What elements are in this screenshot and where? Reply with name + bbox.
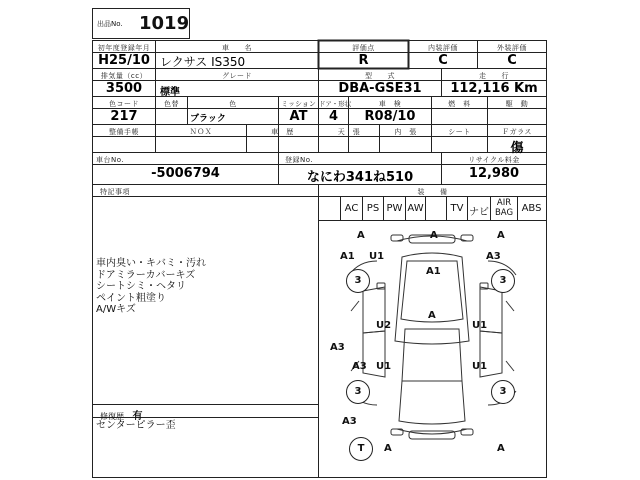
name-label: 車 名 <box>222 44 252 52</box>
model-value: DBA-GSE31 <box>338 81 422 96</box>
seat-label: シート <box>448 128 471 136</box>
mark-left-pillar: A3 <box>330 342 345 353</box>
mark-left-fender: A1 <box>340 251 355 262</box>
mark-left-front-door: U2 <box>376 320 392 331</box>
inspection-value: R08/10 <box>364 109 416 124</box>
mark-rear-bumper-right: A <box>497 443 505 454</box>
car-name: レクサス IS350 <box>160 55 246 69</box>
mileage-value: 112,116 Km <box>450 81 538 96</box>
lot-box <box>93 9 189 39</box>
option-ac: AC <box>344 203 359 214</box>
exterior-label: 外装評価 <box>497 44 527 52</box>
mark-rear-left-tire: T <box>349 437 373 461</box>
mark-roof: A <box>428 310 436 321</box>
year-value: H25/10 <box>98 53 150 68</box>
mark-hood: A1 <box>426 266 441 277</box>
mark-right-front-door: U1 <box>472 320 488 331</box>
equipment-label: 装 備 <box>417 188 448 196</box>
option-abs: ABS <box>521 203 542 214</box>
inspection-label: 車 検 <box>378 100 402 108</box>
chassis-value: -5006794 <box>151 166 220 181</box>
color-label: 色 <box>229 100 237 108</box>
mark-left-quarter: A3 <box>342 416 357 427</box>
roof-label: 天 張 <box>337 128 361 136</box>
mark-left-rear-door-u: U1 <box>376 361 392 372</box>
note-line: 車内臭い・キバミ・汚れ <box>96 258 206 269</box>
mark-front-bumper-right: A <box>497 230 505 241</box>
color-value: ブラック <box>190 114 226 124</box>
interior-value: C <box>438 53 448 68</box>
doors-label: ドア・形状 <box>319 100 352 108</box>
note-line: シートシミ・ヘタリ <box>96 281 186 292</box>
note-line: ドアミラーカバーキズ <box>96 269 196 281</box>
colorcode-value: 217 <box>110 109 138 124</box>
option-navi: ナビ <box>469 207 489 218</box>
model-label: 型 式 <box>365 72 395 80</box>
doors-value: 4 <box>328 109 339 124</box>
mark-front-bumper-left: A <box>357 230 365 241</box>
mark-left-fender-u: U1 <box>369 251 385 262</box>
score-label: 評価点 <box>352 44 375 52</box>
repair-detail: センターピラー歪 <box>96 420 176 431</box>
colorcode-label: 色コード <box>109 100 139 108</box>
option-airbag: AIR BAG <box>494 198 514 218</box>
chassis-label: 車台No. <box>96 156 125 164</box>
repair-label: 修復歴 <box>100 412 124 421</box>
repair-value: 有 <box>132 411 143 422</box>
mark-rear-bumper-left: A <box>384 443 392 454</box>
mark-front-right-wheel: 3 <box>491 269 515 293</box>
notes-label: 特記事項 <box>100 188 130 196</box>
score-value: R <box>358 53 369 68</box>
reg-label: 登録No. <box>285 156 314 164</box>
tint-label: 色替 <box>164 100 179 108</box>
displacement-label: 排気量（cc） <box>100 72 148 80</box>
option-ps: PS <box>366 203 380 214</box>
mark-front-bumper-center: A <box>430 230 438 241</box>
drive-label: 駆 動 <box>505 100 529 108</box>
glass-label: Ｆガラス <box>502 128 532 136</box>
mark-right-rear-door: U1 <box>472 361 488 372</box>
option-pw: PW <box>386 203 403 214</box>
recycle-label: リサイクル料金 <box>468 156 520 164</box>
mileage-label: 走 行 <box>479 72 509 80</box>
displacement-value: 3500 <box>105 81 143 96</box>
manual-label: 整備手帳 <box>109 128 139 136</box>
option-aw: AW <box>407 203 424 214</box>
mark-rear-right-wheel: 3 <box>491 380 515 404</box>
note-line: A/Wキズ <box>96 304 136 315</box>
mark-left-rear-door: A3 <box>352 361 367 372</box>
grade-label: グレード <box>222 72 252 80</box>
fuel-label: 燃 料 <box>448 100 471 108</box>
glass-value: 傷 <box>510 141 524 156</box>
mark-rear-left-wheel: 3 <box>346 380 370 404</box>
mission-value: AT <box>289 109 308 124</box>
interior-trim-label: 内 張 <box>394 128 417 136</box>
grade-value: 標準 <box>160 87 180 98</box>
nox-label: ＮＯＸ <box>189 128 213 136</box>
notes-list <box>96 258 206 316</box>
history-label: 車 歴 <box>271 128 294 136</box>
recycle-value: 12,980 <box>468 166 520 181</box>
mark-front-left-wheel: 3 <box>346 269 370 293</box>
mission-label: ミッション <box>281 100 316 108</box>
lot-label: 出品No. <box>97 20 123 28</box>
interior-label: 内装評価 <box>428 44 458 52</box>
option-tv: TV <box>450 203 464 214</box>
mark-right-fender: A3 <box>486 251 501 262</box>
year-label: 初年度登録年月 <box>97 44 151 52</box>
note-line: ペイント粗塗り <box>96 292 166 304</box>
reg-value: なにわ341ね510 <box>306 170 414 185</box>
lot-number: 1019 <box>139 13 190 34</box>
exterior-value: C <box>507 53 517 68</box>
